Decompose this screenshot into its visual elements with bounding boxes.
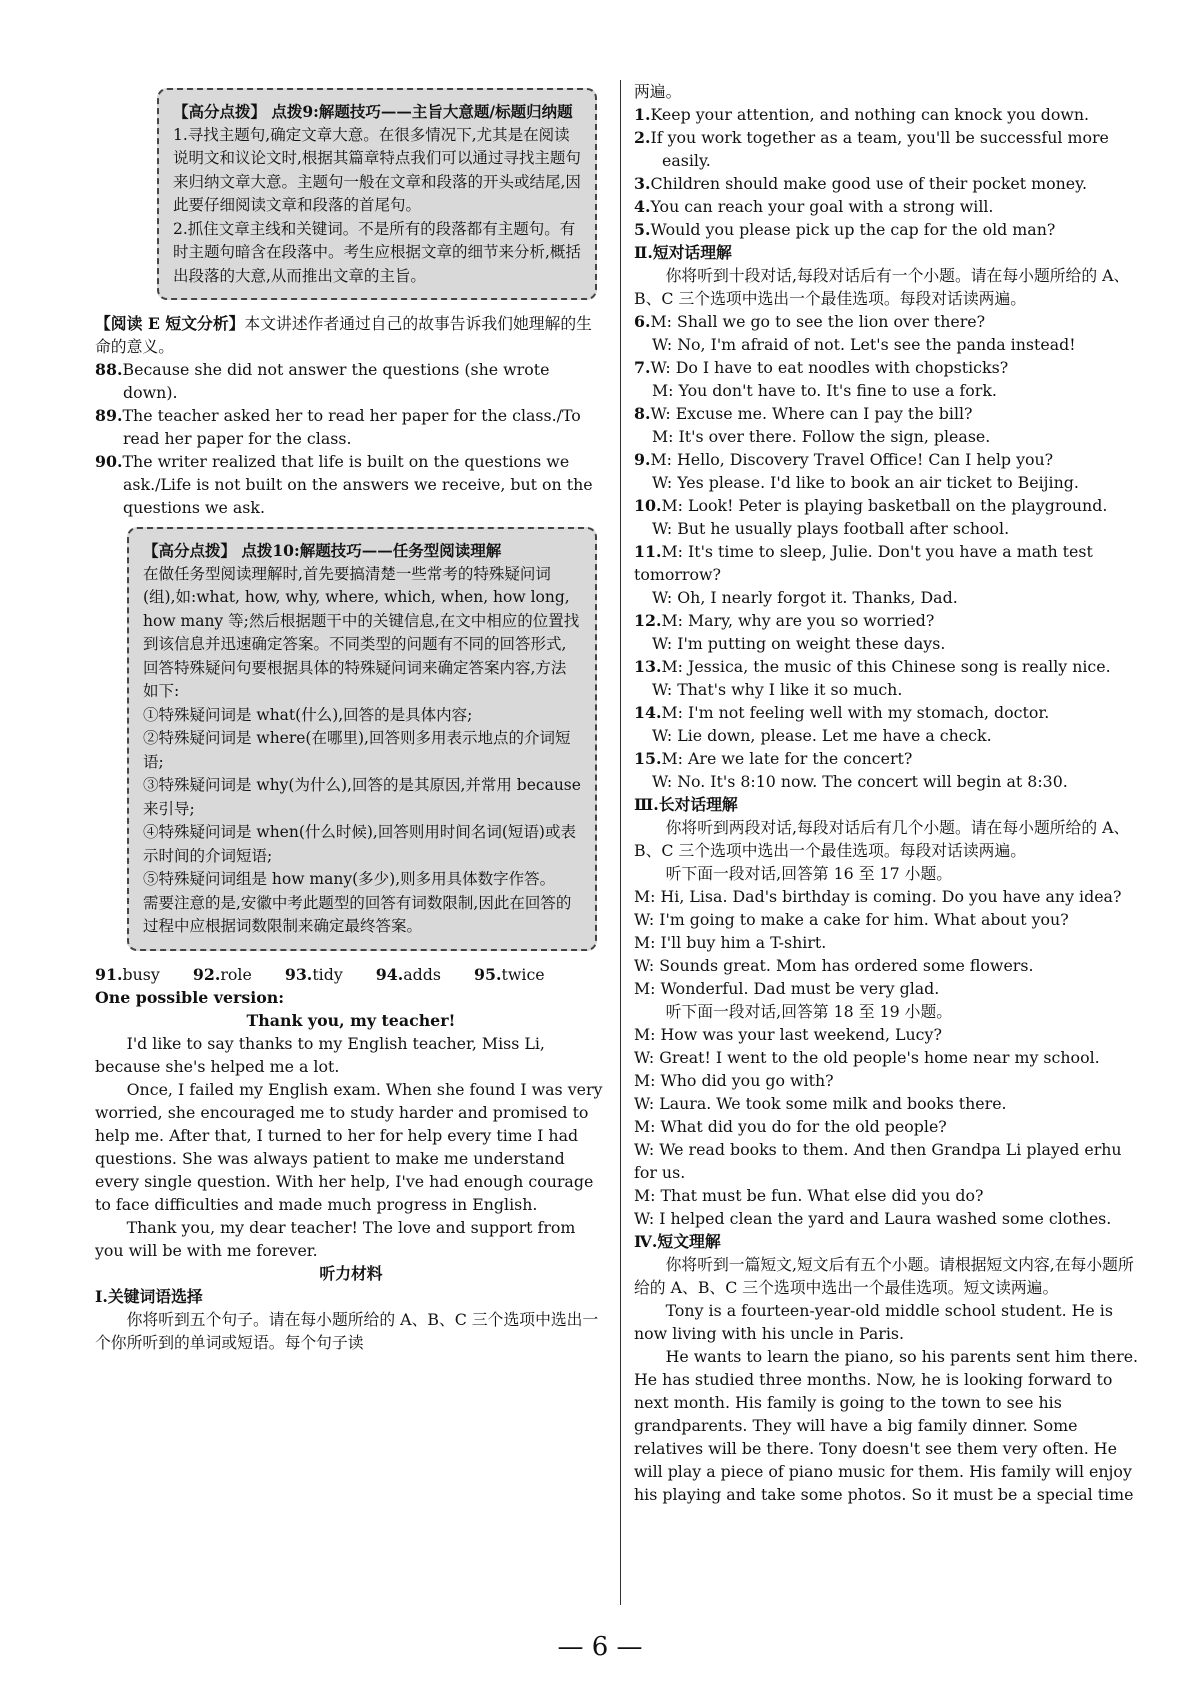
listening-title: 听力材料 — [319, 1263, 383, 1283]
dialog: 7.W: Do I have to eat noodles with chopsticks? M: You don't have to. It's fine to use a fork. — [634, 358, 1009, 400]
section-title: Ⅰ.关键词语选择 — [95, 1286, 203, 1306]
section-intro: 你将听到一篇短文,短文后有五个小题。请根据短文内容,在每小题所给的 A、B、C 三个选项中选出一个最佳选项。短文读两遍。 — [634, 1255, 1134, 1297]
conversation-line: W: Sounds great. Mom has ordered some flowers. — [634, 956, 1034, 975]
dialog: 11.M: It's time to sleep, Julie. Don't you have a math test tomorrow? W: Oh, I nearly forgot it. Thanks, Dad. — [634, 542, 1093, 607]
passage-paragraph: He wants to learn the piano, so his parents sent him there. He has studied three months. Now, he is looking forward to next month. His family is going to the town to see his grandparents. They will have a big family dinner. Some relatives will be there. Tony doesn't see them very often. He will play a piece of piano music for them. His family will enjoy his playing and take some photos. So it must be a special time — [634, 1347, 1139, 1504]
tip-box-10 — [127, 527, 597, 951]
dialog: 6.M: Shall we go to see the lion over there? W: No, I'm afraid of not. Let's see the panda instead! — [634, 312, 1076, 354]
answer-item: 89.The teacher asked her to read her paper for the class./To read her paper for the class. — [95, 406, 581, 448]
sentence-item: 3.Children should make good use of their pocket money. — [634, 174, 1087, 193]
section-intro: 你将听到五个句子。请在每小题所给的 A、B、C 三个选项中选出一个你所听到的单词或短语。每个句子读 — [95, 1309, 599, 1352]
tip-title: 【高分点拨】 点拨10:解题技巧——任务型阅读理解 — [143, 541, 502, 560]
conversation-line: M: Who did you go with? — [634, 1071, 834, 1090]
sentence-item: 1.Keep your attention, and nothing can knock you down. — [634, 105, 1090, 124]
essay-paragraph: I'd like to say thanks to my English teacher, Miss Li, because she's helped me a lot. — [95, 1033, 545, 1076]
conversation-line: M: What did you do for the old people? — [634, 1117, 947, 1136]
tip-title: 【高分点拨】 点拨9:解题技巧——主旨大意题/标题归纳题 — [173, 102, 573, 121]
answer-list — [95, 358, 607, 519]
conversation-line: M: That must be fun. What else did you do? — [634, 1186, 984, 1205]
version-label: One possible version: — [95, 987, 285, 1007]
tip-line: ②特殊疑问词是 where(在哪里),回答则多用表示地点的介词短语; — [143, 729, 571, 771]
answer-item: 88.Because she did not answer the questions (she wrote down). — [95, 360, 550, 402]
conversation-line: W: I'm going to make a cake for him. What about you? — [634, 910, 1069, 929]
dialog: 13.M: Jessica, the music of this Chinese song is really nice. W: That's why I like it so much. — [634, 657, 1111, 699]
conversation-intro: 听下面一段对话,回答第 18 至 19 小题。 — [665, 1002, 953, 1021]
conversation-line: W: We read books to them. And then Grandpa Li played erhu for us. — [634, 1140, 1122, 1182]
sentence-item: 5.Would you please pick up the cap for the old man? — [634, 220, 1056, 239]
conversation-line: M: Hi, Lisa. Dad's birthday is coming. Do you have any idea? — [634, 887, 1122, 906]
analysis — [95, 312, 607, 358]
passage-paragraph: Tony is a fourteen-year-old middle school student. He is now living with his uncle in Paris. — [634, 1301, 1113, 1343]
tip-line: ⑤特殊疑问词组是 how many(多少),则多用具体数字作答。 — [143, 870, 556, 888]
tip-line: ④特殊疑问词是 when(什么时候),回答则用时间名词(短语)或表示时间的介词短语; — [143, 823, 576, 865]
conversation-line: W: Great! I went to the old people's home near my school. — [634, 1048, 1100, 1067]
dialog: 14.M: I'm not feeling well with my stomach, doctor. W: Lie down, please. Let me have a check. — [634, 703, 1050, 745]
tip-line: 2.抓住文章主线和关键词。不是所有的段落都有主题句。有时主题句暗含在段落中。考生应根据文章的细节来分析,概括出段落的大意,从而推出文章的主旨。 — [173, 219, 581, 285]
tip-line: 1.寻找主题句,确定文章大意。在很多情况下,尤其是在阅读说明文和议论文时,根据其篇章特点我们可以通过寻找主题句来归纳文章大意。主题句一般在文章和段落的开头或结尾,因此要仔细阅读文章和段落的首尾句。 — [173, 125, 581, 214]
conversation-line: M: How was your last weekend, Lucy? — [634, 1025, 942, 1044]
dialog: 9.M: Hello, Discovery Travel Office! Can I help you? W: Yes please. I'd like to book an air ticket to Beijing. — [634, 450, 1079, 492]
conversation-line: W: Laura. We took some milk and books there. — [634, 1094, 1007, 1113]
analysis-text: 本文讲述作者通过自己的故事告诉我们她理解的生命的意义。 — [95, 314, 592, 356]
right-column — [634, 80, 1146, 1506]
analysis-label: 【阅读 E 短文分析】 — [95, 314, 245, 333]
tip-line: ③特殊疑问词是 why(为什么),回答的是其原因,并常用 because 来引导; — [143, 776, 581, 818]
left-column — [95, 80, 607, 1354]
conversation-line: M: I'll buy him a T-shirt. — [634, 933, 827, 952]
essay-title: Thank you, my teacher! — [246, 1010, 456, 1030]
tip-line: 需要注意的是,安徽中考此题型的回答有词数限制,因此在回答的过程中应根据词数限制来确定最终答案。 — [143, 893, 572, 935]
word-answers: 91.busy 92.role 93.tidy 94.adds 95.twice — [95, 964, 545, 984]
dialog: 15.M: Are we late for the concert? W: No. It's 8:10 now. The concert will begin at 8:30. — [634, 749, 1068, 791]
conversation-line: M: Wonderful. Dad must be very glad. — [634, 979, 940, 998]
section-intro: 你将听到两段对话,每段对话后有几个小题。请在每小题所给的 A、B、C 三个选项中选出一个最佳选项。每段对话读两遍。 — [634, 818, 1130, 860]
essay-paragraph: Once, I failed my English exam. When she found I was very worried, she encouraged me to study harder and promised to help me. After that, I turned to her for help every time I had questions. She was always patient to make me understand every single question. With her help, I've had enough courage to face difficulties and made much progress in English. — [95, 1079, 603, 1214]
section-title: Ⅳ.短文理解 — [634, 1232, 721, 1251]
tip-line: 在做任务型阅读理解时,首先要搞清楚一些常考的特殊疑问词(组),如:what, how, why, where, which, when, how long, how many 等;然后根据题干中的关键信息,在文中相应的位置找到该信息并迅速确定答案。不同类型的问题有不同的回答形式,回答特殊疑问句要根据具体的特殊疑问词来确定答案内容,方法如下: — [143, 564, 580, 700]
tip-box-9 — [157, 88, 597, 300]
continued-text: 两遍。 — [634, 82, 682, 101]
conversation-intro: 听下面一段对话,回答第 16 至 17 小题。 — [665, 864, 953, 883]
sentence-item: 4.You can reach your goal with a strong will. — [634, 197, 994, 216]
answer-item: 90.The writer realized that life is built on the questions we ask./Life is not built on the answers we receive, but on the questions we ask. — [95, 452, 593, 517]
tip-line: ①特殊疑问词是 what(什么),回答的是具体内容; — [143, 705, 473, 724]
section-title: Ⅱ.短对话理解 — [634, 243, 732, 262]
dialog: 12.M: Mary, why are you so worried? W: I'm putting on weight these days. — [634, 611, 946, 653]
column-divider — [620, 80, 621, 1605]
conversation-line: W: I helped clean the yard and Laura washed some clothes. — [634, 1209, 1112, 1228]
dialog: 8.W: Excuse me. Where can I pay the bill? M: It's over there. Follow the sign, please. — [634, 404, 991, 446]
section-intro: 你将听到十段对话,每段对话后有一个小题。请在每小题所给的 A、B、C 三个选项中选出一个最佳选项。每段对话读两遍。 — [634, 266, 1130, 308]
essay-paragraph: Thank you, my dear teacher! The love and support from you will be with me forever. — [95, 1217, 576, 1260]
section-title: Ⅲ.长对话理解 — [634, 795, 738, 814]
sentence-item: 2.If you work together as a team, you'll be successful more easily. — [634, 128, 1109, 170]
page-number: — 6 — — [557, 1632, 643, 1662]
dialog: 10.M: Look! Peter is playing basketball on the playground. W: But he usually plays football after school. — [634, 496, 1108, 538]
